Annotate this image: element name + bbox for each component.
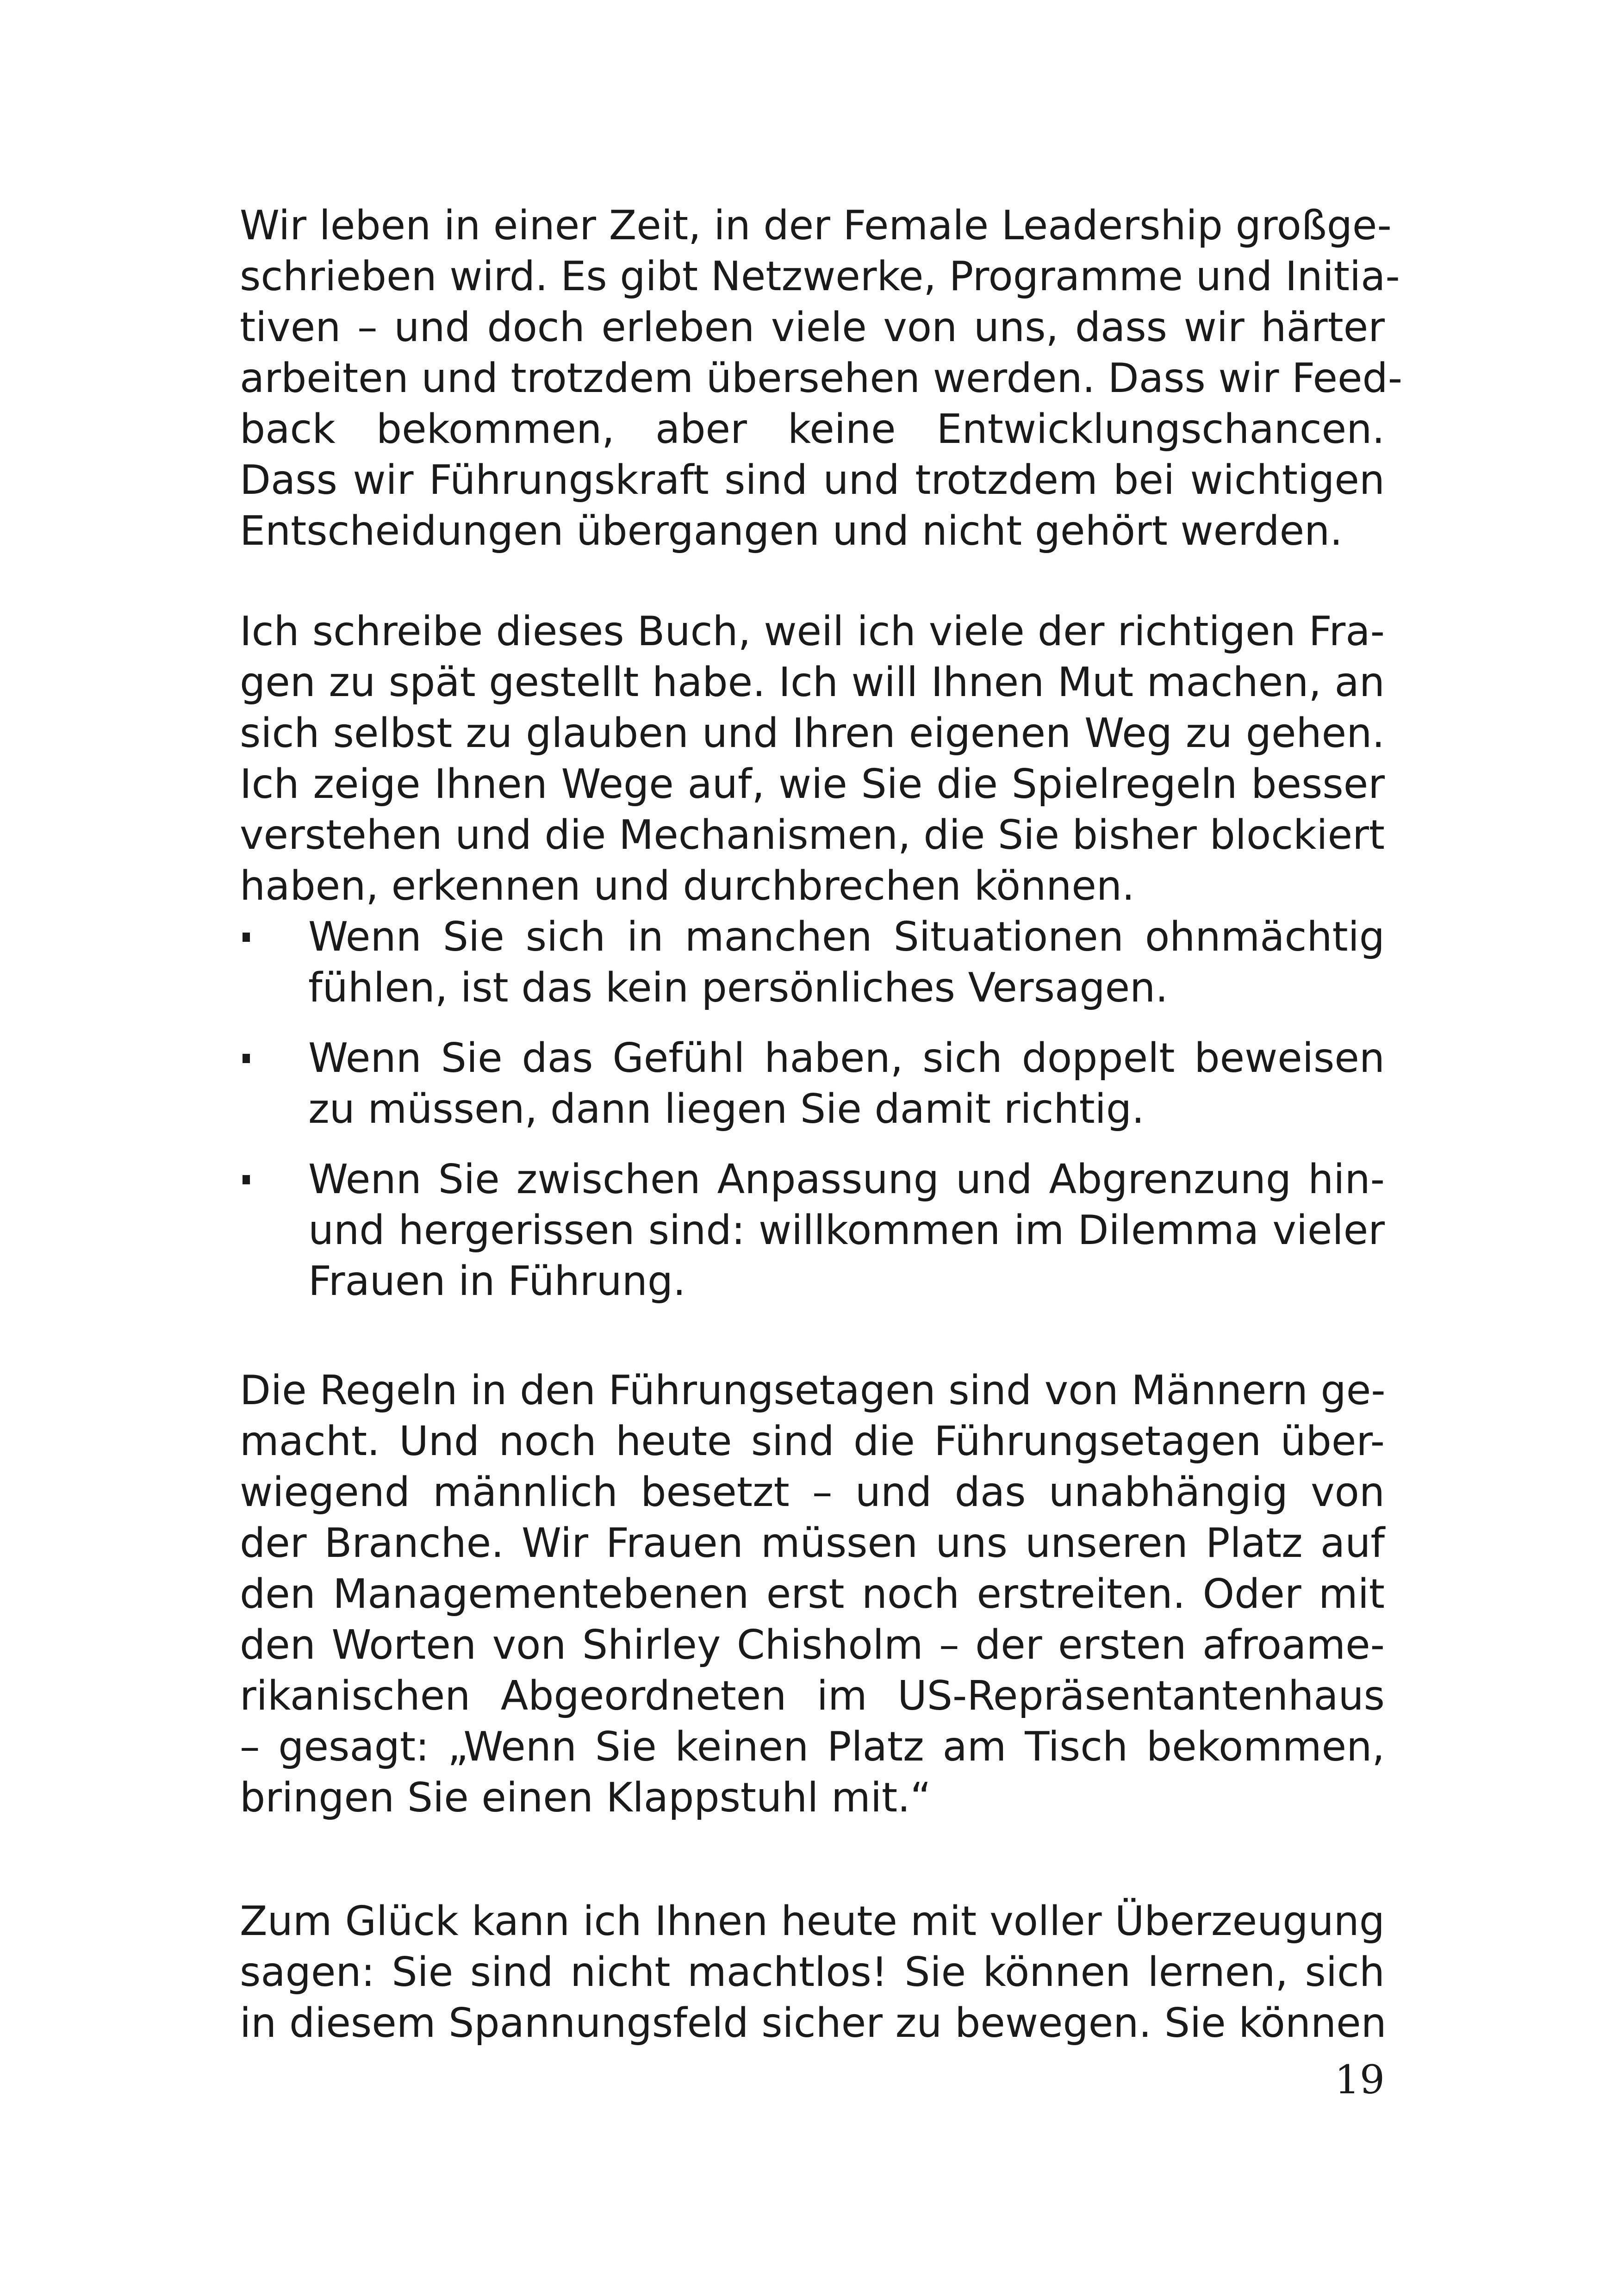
text-line: den Managementebenen erst noch erstreiten. Oder mit	[240, 1570, 1385, 1618]
text-line: und hergerissen sind: willkommen im Dilemma vieler	[308, 1207, 1385, 1254]
paragraph-intro	[240, 200, 1403, 556]
text-line: Wenn Sie zwischen Anpassung und Abgrenzung hin-	[308, 1156, 1385, 1203]
text-line: Die Regeln in den Führungsetagen sind von Männern ge-	[240, 1367, 1386, 1414]
square-bullet-icon	[243, 1054, 250, 1063]
page-body	[240, 200, 1403, 2048]
text-line: Dass wir Führungskraft sind und trotzdem bei wichtigen	[240, 456, 1385, 504]
text-line: wiegend männlich besetzt – und das unabhängig von	[240, 1468, 1385, 1516]
paragraph-rules	[240, 1365, 1385, 1823]
text-line: rikanischen Abgeordneten im US-Repräsentantenhaus	[240, 1672, 1385, 1719]
text-line: Frauen in Führung.	[308, 1257, 686, 1305]
bullet-item	[240, 1154, 1385, 1307]
text-line: den Worten von Shirley Chisholm – der ersten afroame-	[240, 1621, 1385, 1668]
text-line: Wenn Sie das Gefühl haben, sich doppelt beweisen	[308, 1034, 1385, 1082]
text-line: schrieben wird. Es gibt Netzwerke, Programme und Initia-	[240, 253, 1400, 300]
text-line: Ich zeige Ihnen Wege auf, wie Sie die Spielregeln besser	[240, 760, 1385, 808]
square-bullet-icon	[243, 1175, 250, 1184]
text-line: arbeiten und trotzdem übersehen werden. Dass wir Feed-	[240, 355, 1403, 402]
page-number: 19	[1334, 2057, 1385, 2103]
text-line: Zum Glück kann ich Ihnen heute mit voller Überzeugung	[240, 1898, 1385, 1945]
paragraph-motivation	[240, 606, 1385, 911]
text-line: sich selbst zu glauben und Ihren eigenen Weg zu gehen.	[240, 709, 1385, 757]
square-bullet-icon	[243, 933, 250, 942]
text-line: bringen Sie einen Klappstuhl mit.“	[240, 1774, 931, 1821]
text-line: zu müssen, dann liegen Sie damit richtig.	[308, 1085, 1145, 1132]
text-line: back bekommen, aber keine Entwicklungschancen.	[240, 405, 1385, 453]
bullet-list	[240, 911, 1385, 1307]
text-line: Entscheidungen übergangen und nicht gehört werden.	[240, 507, 1343, 554]
text-line: – gesagt: „Wenn Sie keinen Platz am Tisch bekommen,	[240, 1723, 1385, 1770]
text-line: macht. Und noch heute sind die Führungsetagen über-	[240, 1418, 1385, 1465]
text-line: verstehen und die Mechanismen, die Sie bisher blockiert	[240, 811, 1385, 859]
bullet-item	[240, 1033, 1385, 1134]
text-line: Ich schreibe dieses Buch, weil ich viele der richtigen Fra-	[240, 608, 1385, 655]
text-line: Wir leben in einer Zeit, in der Female Leadership großge-	[240, 202, 1392, 249]
text-line: der Branche. Wir Frauen müssen uns unseren Platz auf	[240, 1519, 1385, 1567]
text-line: in diesem Spannungsfeld sicher zu bewegen. Sie können	[240, 1999, 1387, 2047]
text-line: sagen: Sie sind nicht machtlos! Sie können lernen, sich	[240, 1948, 1385, 1996]
text-line: Wenn Sie sich in manchen Situationen ohnmächtig	[308, 913, 1385, 960]
paragraph-conclusion	[240, 1896, 1385, 2048]
text-line: gen zu spät gestellt habe. Ich will Ihnen Mut machen, an	[240, 659, 1385, 706]
bullet-item	[240, 911, 1385, 1013]
text-line: tiven – und doch erleben viele von uns, dass wir härter	[240, 304, 1385, 351]
text-line: haben, erkennen und durchbrechen können.	[240, 862, 1135, 909]
text-line: fühlen, ist das kein persönliches Versagen.	[308, 964, 1168, 1011]
